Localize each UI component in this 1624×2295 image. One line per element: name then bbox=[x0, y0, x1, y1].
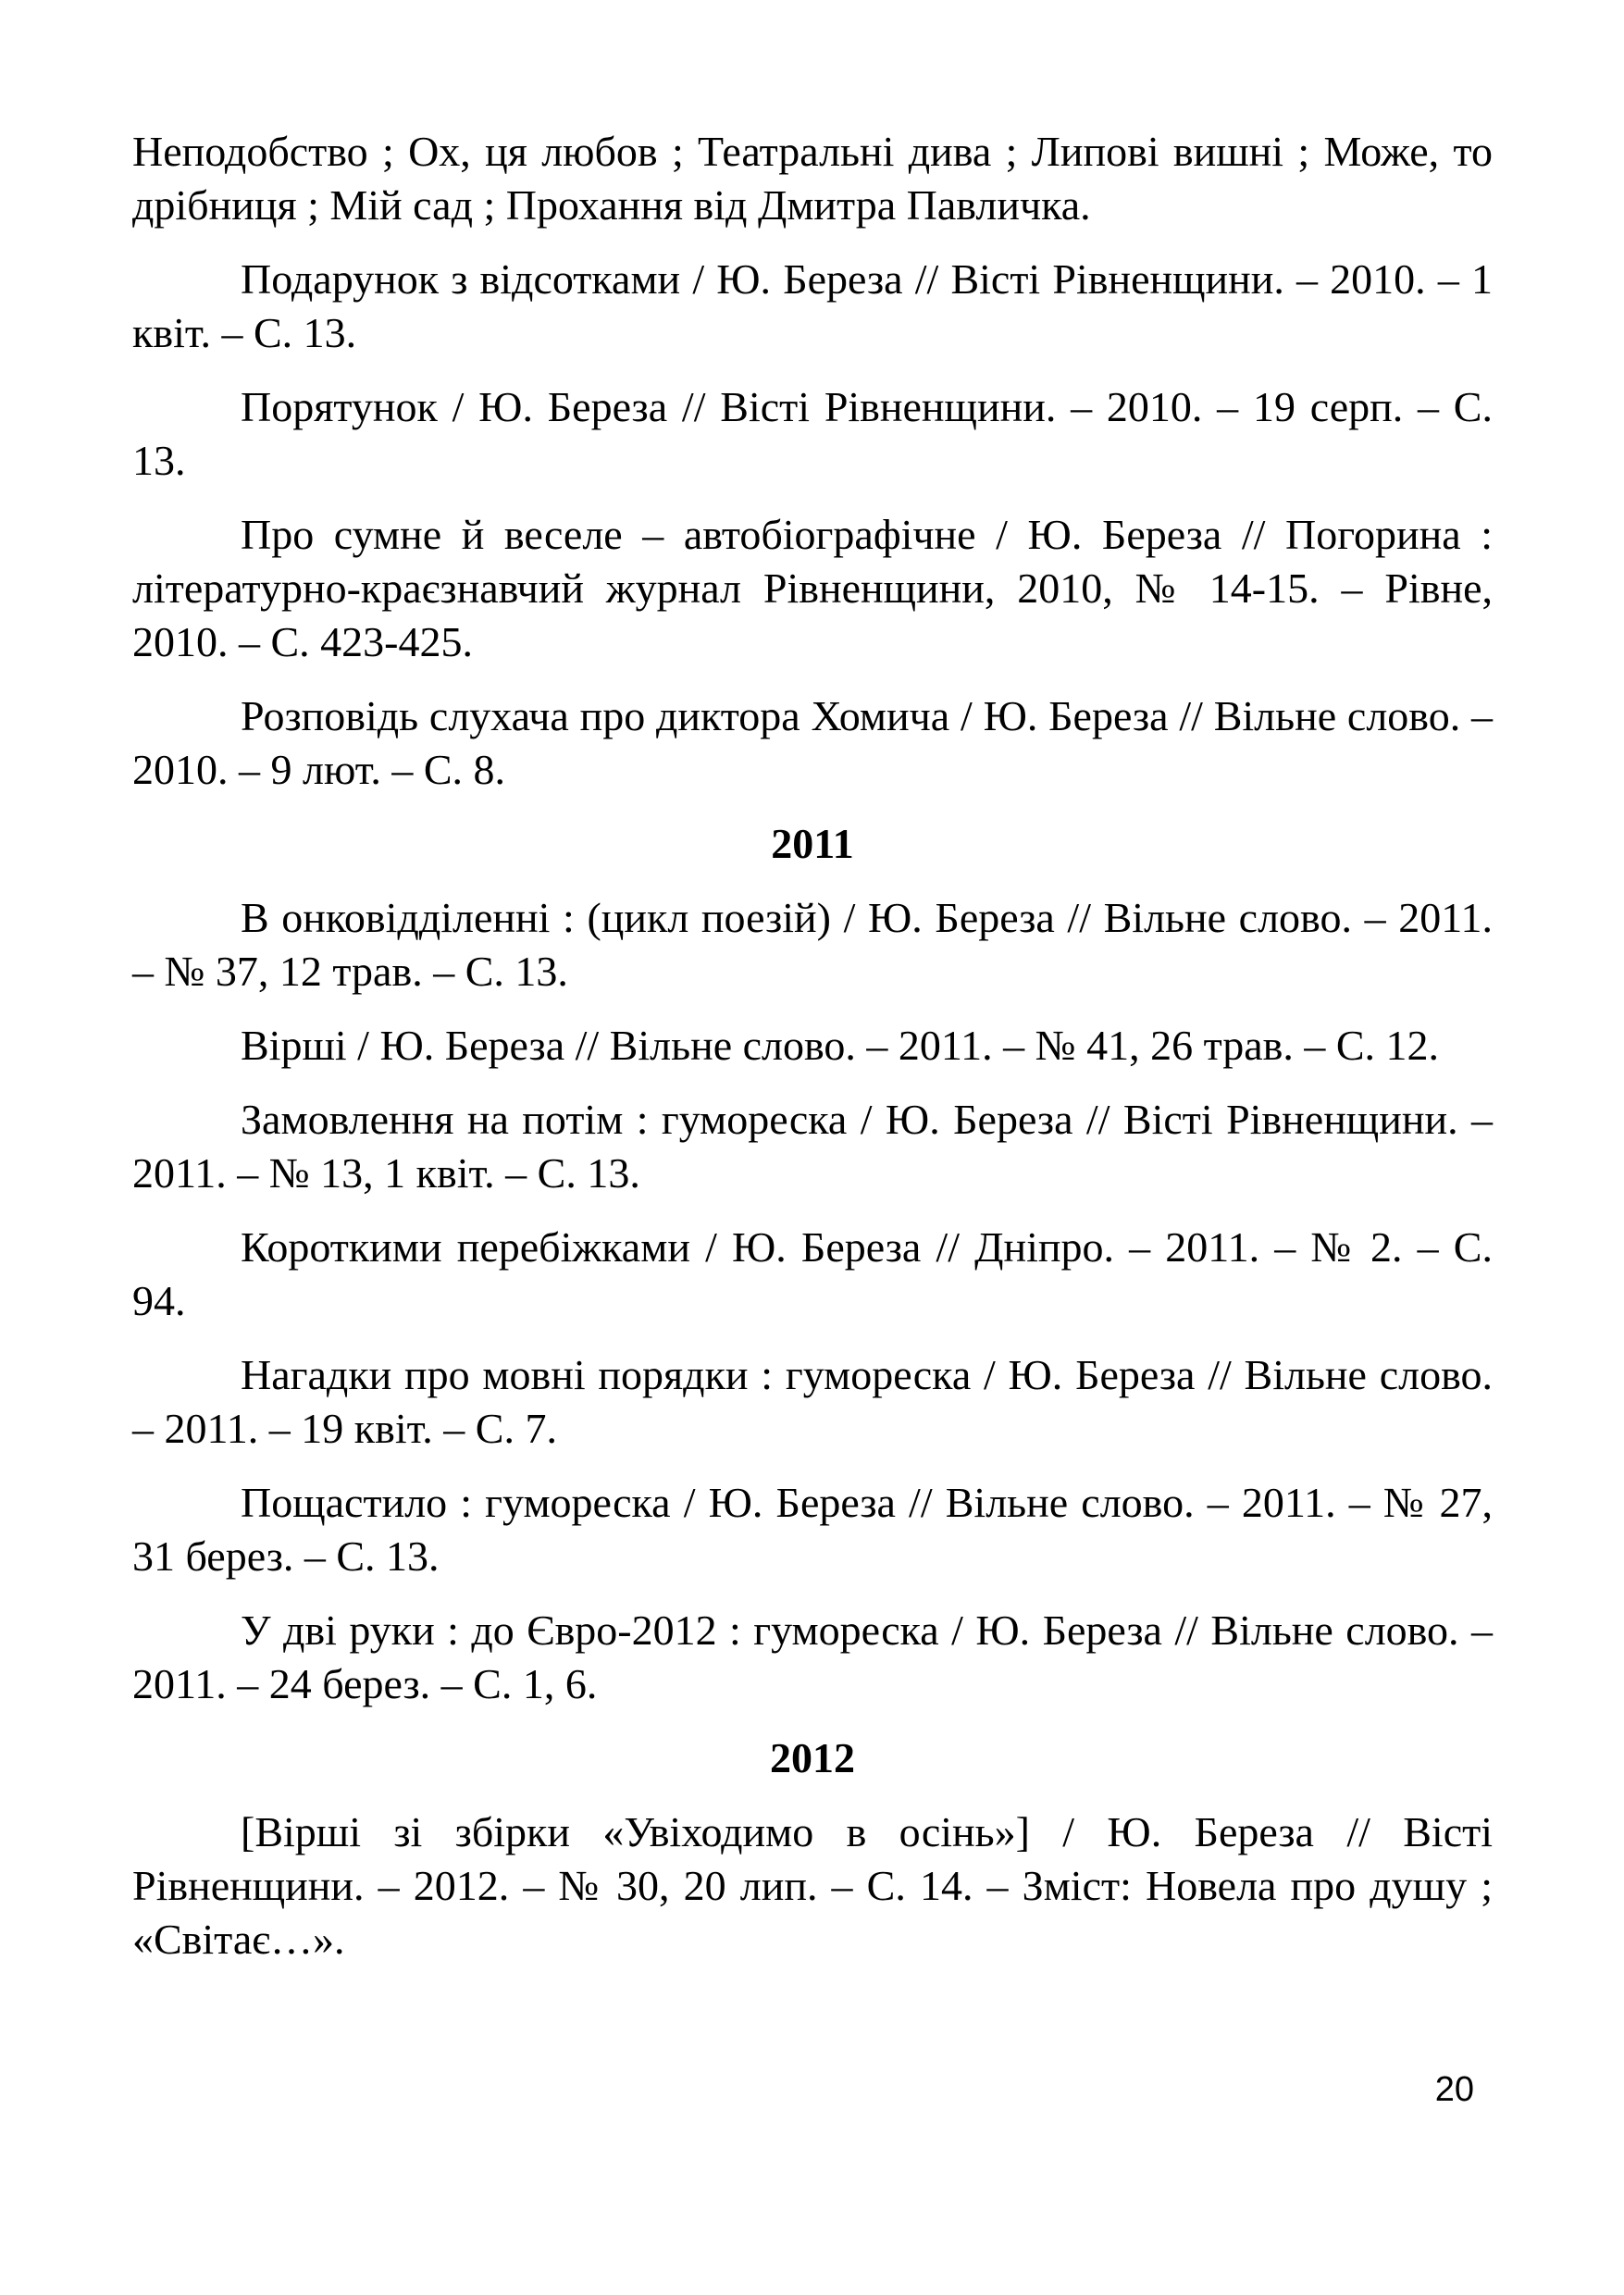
bibliography-entry: В онковідділенні : (цикл поезій) / Ю. Береза // Вільне слово. – 2011. – № 37, 12 трав. – С. 13. bbox=[132, 894, 1493, 995]
bibliography-entry: [Вірші зі збірки «Увіходимо в осінь»] / Ю. Береза // Вісті Рівненщини. – 2012. – № 30, 20 лип. – С. 14. – Зміст: Новела про душу ; «Світає…». bbox=[132, 1808, 1493, 1963]
bibliography-entry: У дві руки : до Євро-2012 : гумореска / Ю. Береза // Вільне слово. – 2011. – 24 берез. – С. 1, 6. bbox=[132, 1606, 1493, 1707]
bibliography-entry: Короткими перебіжками / Ю. Береза // Дніпро. – 2011. – № 2. – С. 94. bbox=[132, 1223, 1493, 1324]
bibliography-entry: Нагадки про мовні порядки : гумореска / Ю. Береза // Вільне слово. – 2011. – 19 квіт. – С. 7. bbox=[132, 1351, 1493, 1452]
bibliography-entry: Про сумне й веселе – автобіографічне / Ю. Береза // Погорина : літературно-краєзнавчий журнал Рівненщини, 2010, № 14-15. – Рівне, 2010. – С. 423-425. bbox=[132, 511, 1493, 665]
document-page bbox=[132, 125, 1493, 1987]
bibliography-entry: Вірші / Ю. Береза // Вільне слово. – 2011. – № 41, 26 трав. – С. 12. bbox=[241, 1022, 1440, 1069]
bibliography-entry: Пощастило : гумореска / Ю. Береза // Вільне слово. – 2011. – № 27, 31 берез. – С. 13. bbox=[132, 1479, 1493, 1580]
bibliography-entry: Розповідь слухача про диктора Хомича / Ю. Береза // Вільне слово. – 2010. – 9 лют. – С. 8. bbox=[132, 692, 1493, 793]
page-number: 20 bbox=[1434, 2070, 1474, 2109]
bibliography-entry: Подарунок з відсотками / Ю. Береза // Вісті Рівненщини. – 2010. – 1 квіт. – С. 13. bbox=[132, 255, 1493, 356]
bibliography-entry: Замовлення на потім : гумореска / Ю. Береза // Вісті Рівненщини. – 2011. – № 13, 1 квіт. – С. 13. bbox=[132, 1096, 1493, 1197]
bibliography-entry: Порятунок / Ю. Береза // Вісті Рівненщини. – 2010. – 19 серп. – С. 13. bbox=[132, 383, 1493, 484]
year-heading-2011: 2011 bbox=[771, 820, 854, 867]
year-heading-2012: 2012 bbox=[770, 1734, 855, 1781]
entry-continuation: Неподобство ; Ох, ця любов ; Театральні дива ; Липові вишні ; Може, то дрібниця ; Мій сад ; Прохання від Дмитра Павличка. bbox=[132, 128, 1493, 229]
